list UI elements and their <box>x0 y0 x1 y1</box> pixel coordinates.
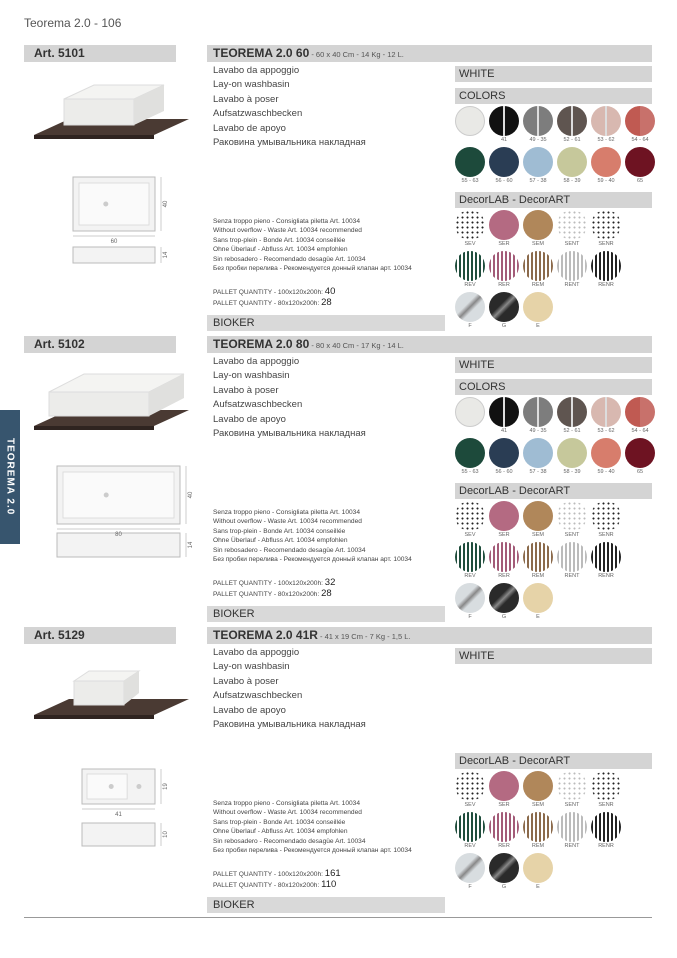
white-label: WHITE <box>455 357 652 373</box>
decor-code: RER <box>498 843 510 849</box>
color-code: 57 - 38 <box>529 469 547 475</box>
decor-swatch[interactable] <box>591 210 621 247</box>
dim-width: 60 <box>110 239 118 245</box>
decor-swatch[interactable] <box>523 812 553 849</box>
decor-code: REV <box>464 843 476 849</box>
article-number: Art. 5101 <box>34 46 85 60</box>
color-swatch[interactable] <box>489 147 519 184</box>
color-code: 49 - 35 <box>529 428 547 434</box>
decor-code: SEM <box>532 532 544 538</box>
basin-side <box>64 99 134 125</box>
colors-label: COLORS <box>455 379 652 395</box>
note-line: Sans trop-plein - Bonde Art. 10034 conseillée <box>213 236 346 244</box>
bottom-rule <box>24 917 652 918</box>
color-swatch[interactable] <box>455 106 485 137</box>
decor-code: G <box>501 614 507 620</box>
article-number: Art. 5129 <box>34 628 85 642</box>
decor-code: REV <box>464 573 476 579</box>
description-line: Lay-on washbasin <box>213 370 290 382</box>
decor-code: F <box>468 323 472 329</box>
drawing-svg <box>24 336 199 621</box>
color-swatch[interactable] <box>625 438 655 475</box>
description-line: Lavabo da appoggio <box>213 65 300 76</box>
decor-code: SEM <box>532 802 544 808</box>
color-swatch[interactable] <box>523 397 553 434</box>
decor-swatch[interactable] <box>455 210 485 247</box>
note-line: Without overflow - Waste Art. 10034 recommended <box>213 518 362 526</box>
description-line: Lay-on washbasin <box>213 661 290 673</box>
description-line: Lavabo de apoyo <box>213 704 286 716</box>
decor-code: F <box>468 884 472 890</box>
decor-swatch[interactable] <box>591 251 621 288</box>
decor-code: RENR <box>598 282 614 288</box>
note-line: Sin rebosadero - Recomendado desagüe Art. 10034 <box>213 255 366 263</box>
decor-swatch[interactable] <box>523 501 553 538</box>
model-title: TEOREMA 2.0 41R - 41 x 19 Cm - 7 Kg - 1,5 L. <box>213 628 411 642</box>
decor-swatch[interactable] <box>523 853 553 890</box>
color-swatch[interactable] <box>489 106 519 143</box>
note-line: Ohne Überlauf - Abfluss Art. 10034 empfohlen <box>213 537 348 545</box>
color-swatch[interactable] <box>489 438 519 475</box>
drain-hole <box>109 784 114 789</box>
plan-bowl <box>63 472 174 518</box>
color-swatch[interactable] <box>557 397 587 434</box>
decor-swatch[interactable] <box>455 292 485 329</box>
note-line: Without overflow - Waste Art. 10034 recommended <box>213 809 362 817</box>
page-header: Teorema 2.0 - 106 <box>24 16 122 30</box>
product-section <box>24 336 652 626</box>
description-line: Aufsatzwaschbecken <box>213 690 303 702</box>
decor-code: SENT <box>564 241 580 247</box>
color-code: 59 - 40 <box>597 178 615 184</box>
pallet-qty-2: PALLET QUANTITY - 80x120x200h: 28 <box>213 297 332 308</box>
decor-swatch[interactable] <box>489 501 519 538</box>
basin-side <box>49 392 149 416</box>
decor-swatch[interactable] <box>523 771 553 808</box>
decor-swatch[interactable] <box>591 812 621 849</box>
note-line: Senza troppo pieno - Consigliata piletta Art. 10034 <box>213 218 360 225</box>
decor-code: SENR <box>598 241 614 247</box>
dim-depth: 40 <box>163 200 169 208</box>
decor-code: G <box>501 323 507 329</box>
drain-hole <box>103 202 108 207</box>
note-line: Ohne Überlauf - Abfluss Art. 10034 empfohlen <box>213 828 348 836</box>
description-line: Lavabo da appoggio <box>213 647 300 658</box>
decor-code: SENR <box>598 802 614 808</box>
color-code: 56 - 60 <box>495 178 513 184</box>
decor-code: RER <box>498 573 510 579</box>
decor-swatch[interactable] <box>557 210 587 247</box>
decor-swatch[interactable] <box>489 292 519 329</box>
decor-label: DecorLAB - DecorART <box>455 483 652 499</box>
description-line: Раковина умывальника накладная <box>213 137 366 149</box>
drawing-svg <box>24 627 199 912</box>
color-swatch[interactable] <box>591 438 621 475</box>
elevation-view <box>73 247 155 263</box>
description-line: Lavabo à poser <box>213 384 279 396</box>
decor-code: SER <box>498 802 510 808</box>
decor-code: SENR <box>598 532 614 538</box>
decor-code: RER <box>498 282 510 288</box>
color-swatch[interactable] <box>625 397 655 434</box>
pallet-qty-2: PALLET QUANTITY - 80x120x200h: 28 <box>213 588 332 599</box>
decor-swatch[interactable] <box>557 771 587 808</box>
decor-code: E <box>536 323 540 329</box>
color-swatch[interactable] <box>625 147 655 184</box>
color-code: 53 - 62 <box>597 137 615 143</box>
color-code: 52 - 61 <box>563 137 581 143</box>
decor-label: DecorLAB - DecorART <box>455 192 652 208</box>
dim-width: 80 <box>115 532 122 538</box>
product-section <box>24 627 652 917</box>
decor-swatch[interactable] <box>523 583 553 620</box>
description-line: Раковина умывальника накладная <box>213 719 366 731</box>
decor-code: REV <box>464 282 476 288</box>
dim-height: 14 <box>188 541 194 549</box>
overflow-notes <box>213 217 412 273</box>
decor-swatch[interactable] <box>455 853 485 890</box>
decor-swatch[interactable] <box>523 210 553 247</box>
color-swatch[interactable] <box>455 397 485 428</box>
decor-swatch[interactable] <box>455 251 485 288</box>
color-code: 55 - 63 <box>461 469 479 475</box>
plan-bowl <box>87 774 127 799</box>
decor-swatch[interactable] <box>489 542 519 579</box>
basin-side <box>74 681 124 705</box>
description-line: Aufsatzwaschbecken <box>213 399 303 411</box>
note-line: Sans trop-plein - Bonde Art. 10034 conseillée <box>213 527 346 535</box>
note-line: Без пробки перелива - Рекомендуется донный клапан арт. 10034 <box>213 265 412 273</box>
color-code: 58 - 39 <box>563 178 581 184</box>
color-swatch[interactable] <box>523 438 553 475</box>
decor-swatch[interactable] <box>591 771 621 808</box>
color-swatch[interactable] <box>557 106 587 143</box>
description-line: Lavabo de apoyo <box>213 413 286 425</box>
note-line: Senza troppo pieno - Consigliata piletta Art. 10034 <box>213 509 360 516</box>
decor-swatch[interactable] <box>455 542 485 579</box>
pallet-qty-1: PALLET QUANTITY - 100x120x200h: 161 <box>213 868 341 879</box>
drawing-svg <box>24 45 199 330</box>
dim-height: 10 <box>163 831 169 838</box>
overflow-notes <box>213 508 412 564</box>
bioker-label: BIOKER <box>207 897 445 913</box>
color-swatch[interactable] <box>625 106 655 143</box>
description-list <box>213 355 366 441</box>
decor-swatch[interactable] <box>557 501 587 538</box>
decor-code: SEV <box>464 532 476 538</box>
model-title: TEOREMA 2.0 60 - 60 x 40 Cm - 14 Kg - 12 L. <box>213 46 404 60</box>
decor-code: SEM <box>532 241 544 247</box>
colors-label: COLORS <box>455 88 652 104</box>
product-section <box>24 45 652 335</box>
decor-code: RENR <box>598 843 614 849</box>
color-code: 57 - 38 <box>529 178 547 184</box>
note-line: Без пробки перелива - Рекомендуется донный клапан арт. 10034 <box>213 556 412 564</box>
color-code: 54 - 64 <box>631 137 649 143</box>
decor-code: REM <box>531 573 545 579</box>
decor-swatch[interactable] <box>557 812 587 849</box>
decor-swatch[interactable] <box>557 251 587 288</box>
decor-swatch[interactable] <box>455 771 485 808</box>
note-line: Без пробки перелива - Рекомендуется донный клапан арт. 10034 <box>213 847 412 855</box>
decor-code: SER <box>498 241 510 247</box>
decor-code: SEV <box>464 241 476 247</box>
shelf-front <box>34 715 154 719</box>
elevation-view <box>82 823 155 846</box>
pallet-qty-1: PALLET QUANTITY - 100x120x200h: 40 <box>213 286 336 297</box>
dim-width: 41 <box>115 812 122 818</box>
decor-swatch[interactable] <box>489 771 519 808</box>
color-code: 41 <box>500 137 508 143</box>
decor-swatch[interactable] <box>523 251 553 288</box>
decor-code: RENR <box>598 573 614 579</box>
decor-swatch[interactable] <box>591 501 621 538</box>
color-swatch[interactable] <box>591 106 621 143</box>
decor-code: SENT <box>564 532 580 538</box>
color-code: 54 - 64 <box>631 428 649 434</box>
decor-swatch[interactable] <box>489 853 519 890</box>
color-swatch[interactable] <box>455 147 485 184</box>
drain-hole <box>104 493 109 498</box>
overflow-notes <box>213 799 412 855</box>
article-number: Art. 5102 <box>34 337 85 351</box>
decor-label: DecorLAB - DecorART <box>455 753 652 769</box>
model-title: TEOREMA 2.0 80 - 80 x 40 Cm - 17 Kg - 14 L. <box>213 337 404 351</box>
decor-swatch[interactable] <box>489 812 519 849</box>
decor-swatch[interactable] <box>455 583 485 620</box>
side-tab: TEOREMA 2.0 <box>0 410 20 544</box>
pallet-qty-1: PALLET QUANTITY - 100x120x200h: 32 <box>213 577 336 588</box>
decor-swatch[interactable] <box>489 251 519 288</box>
color-swatch[interactable] <box>523 147 553 184</box>
note-line: Sin rebosadero - Recomendado desagüe Art. 10034 <box>213 546 366 554</box>
bioker-label: BIOKER <box>207 606 445 622</box>
decor-swatch[interactable] <box>523 292 553 329</box>
dim-depth: 19 <box>163 783 169 790</box>
description-line: Lay-on washbasin <box>213 79 290 91</box>
decor-code: SER <box>498 532 510 538</box>
description-line: Lavabo à poser <box>213 93 279 105</box>
description-line: Aufsatzwaschbecken <box>213 108 303 120</box>
color-code: 49 - 35 <box>529 137 547 143</box>
dim-height: 14 <box>163 251 169 259</box>
decor-swatch[interactable] <box>523 542 553 579</box>
decor-swatch[interactable] <box>455 501 485 538</box>
decor-code: RENT <box>564 843 580 849</box>
note-line: Ohne Überlauf - Abfluss Art. 10034 empfohlen <box>213 246 348 254</box>
decor-swatch[interactable] <box>455 812 485 849</box>
color-code: 58 - 39 <box>563 469 581 475</box>
decor-code: E <box>536 614 540 620</box>
decor-swatch[interactable] <box>489 583 519 620</box>
note-line: Sin rebosadero - Recomendado desagüe Art. 10034 <box>213 837 366 845</box>
decor-code: SEV <box>464 802 476 808</box>
description-line: Lavabo à poser <box>213 675 279 687</box>
color-code: 41 <box>500 428 508 434</box>
dim-depth: 40 <box>188 491 194 499</box>
color-code: 59 - 40 <box>597 469 615 475</box>
decor-code: G <box>501 884 507 890</box>
plan-bowl <box>79 183 149 225</box>
description-line: Lavabo da appoggio <box>213 356 300 367</box>
color-swatch[interactable] <box>557 147 587 184</box>
color-code: 52 - 61 <box>563 428 581 434</box>
decor-code: REM <box>531 282 545 288</box>
decor-code: F <box>468 614 472 620</box>
shelf-front <box>34 426 154 430</box>
decor-swatch[interactable] <box>591 542 621 579</box>
color-swatch[interactable] <box>591 397 621 434</box>
color-swatch[interactable] <box>455 438 485 475</box>
color-swatch[interactable] <box>523 106 553 143</box>
decor-code: E <box>536 884 540 890</box>
decor-code: REM <box>531 843 545 849</box>
pallet-qty-2: PALLET QUANTITY - 80x120x200h: 110 <box>213 879 337 890</box>
tap-hole <box>136 784 141 789</box>
color-code: 65 <box>636 469 644 475</box>
color-swatch[interactable] <box>557 438 587 475</box>
color-swatch[interactable] <box>591 147 621 184</box>
description-line: Раковина умывальника накладная <box>213 428 366 440</box>
note-line: Without overflow - Waste Art. 10034 recommended <box>213 227 362 235</box>
description-list <box>213 646 366 732</box>
color-code: 65 <box>636 178 644 184</box>
color-code: 56 - 60 <box>495 469 513 475</box>
decor-swatch[interactable] <box>489 210 519 247</box>
note-line: Senza troppo pieno - Consigliata piletta Art. 10034 <box>213 800 360 807</box>
shelf-front <box>34 135 154 139</box>
decor-code: RENT <box>564 573 580 579</box>
decor-code: RENT <box>564 282 580 288</box>
color-code: 53 - 62 <box>597 428 615 434</box>
bioker-label: BIOKER <box>207 315 445 331</box>
decor-swatch[interactable] <box>557 542 587 579</box>
decor-code: SENT <box>564 802 580 808</box>
description-line: Lavabo de apoyo <box>213 122 286 134</box>
color-swatch[interactable] <box>489 397 519 434</box>
white-label: WHITE <box>455 648 652 664</box>
white-label: WHITE <box>455 66 652 82</box>
note-line: Sans trop-plein - Bonde Art. 10034 conseillée <box>213 818 346 826</box>
color-code: 55 - 63 <box>461 178 479 184</box>
description-list <box>213 64 366 150</box>
